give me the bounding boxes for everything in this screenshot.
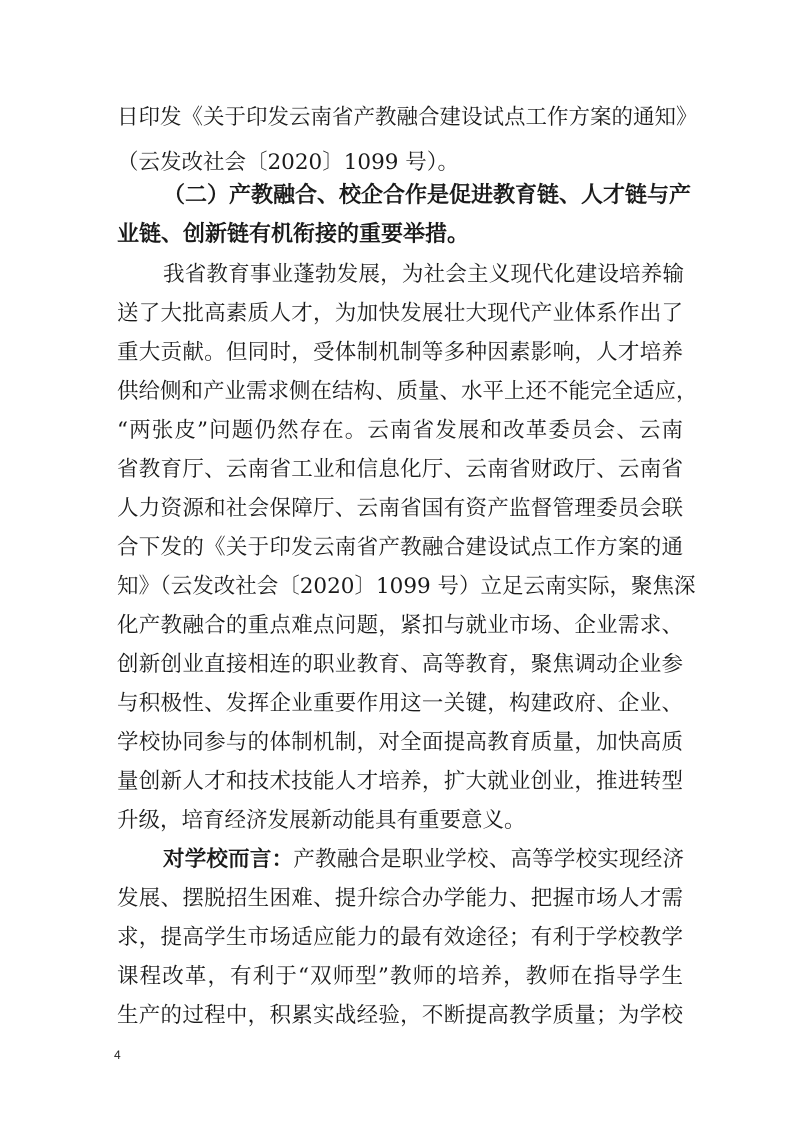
text-line — [163, 849, 684, 871]
text-line: 日印发《关于印发云南省产教融合建设试点工作方案的通知》 — [117, 105, 698, 130]
text-line: 与积极性、发挥企业重要作用这一关键，构建政府、企业、 — [117, 691, 683, 716]
text-line: 求，提高学生市场适应能力的最有效途径；有利于学校教学 — [117, 925, 683, 950]
text-line: 供给侧和产业需求侧在结构、质量、水平上还不能完全适应， — [117, 379, 698, 404]
text-line: 量创新人才和技术技能人才培养，扩大就业创业，推进转型 — [117, 769, 683, 794]
text-line: 人力资源和社会保障厅、云南省国有资产监督管理委员会联 — [117, 496, 683, 521]
text-line: 省教育厅、云南省工业和信息化厅、云南省财政厅、云南省 — [117, 457, 683, 482]
school-lead: 对学校而言： — [163, 847, 294, 872]
text-line: 学校协同参与的体制机制，对全面提高教育质量，加快高质 — [117, 730, 683, 755]
text-line: 创新创业直接相连的职业教育、高等教育，聚焦调动企业参 — [117, 652, 683, 677]
section-heading: （二）产教融合、校企合作是促进教育链、人才链与产 — [163, 183, 692, 208]
text-line: “两张皮”问题仍然存在。云南省发展和改革委员会、云南 — [117, 418, 683, 443]
text-line: 发展、摆脱招生困难、提升综合办学能力、把握市场人才需 — [117, 886, 683, 911]
text-line: （云发改社会〔2020〕1099 号）。 — [117, 150, 460, 175]
text-line-rest: 产教融合是职业学校、高等学校实现经济 — [293, 847, 684, 872]
text-line: 化产教融合的重点难点问题，紧扣与就业市场、企业需求、 — [117, 613, 683, 638]
section-heading: 业链、创新链有机衔接的重要举措。 — [117, 222, 470, 247]
text-line: 知》（云发改社会〔2020〕1099 号）立足云南实际，聚焦深 — [117, 574, 696, 599]
text-line: 我省教育事业蓬勃发展，为社会主义现代化建设培养输 — [163, 262, 684, 287]
text-line: 课程改革，有利于“双师型”教师的培养，教师在指导学生 — [117, 964, 683, 989]
page-number: 4 — [114, 1048, 121, 1062]
text-line: 合下发的《关于印发云南省产教融合建设试点工作方案的通 — [117, 535, 683, 560]
text-line: 重大贡献。但同时，受体制机制等多种因素影响，人才培养 — [117, 340, 683, 365]
text-line: 送了大批高素质人才，为加快发展壮大现代产业体系作出了 — [117, 301, 683, 326]
text-line: 生产的过程中，积累实战经验，不断提高教学质量；为学校 — [117, 1003, 683, 1028]
text-line: 升级，培育经济发展新动能具有重要意义。 — [117, 808, 526, 833]
